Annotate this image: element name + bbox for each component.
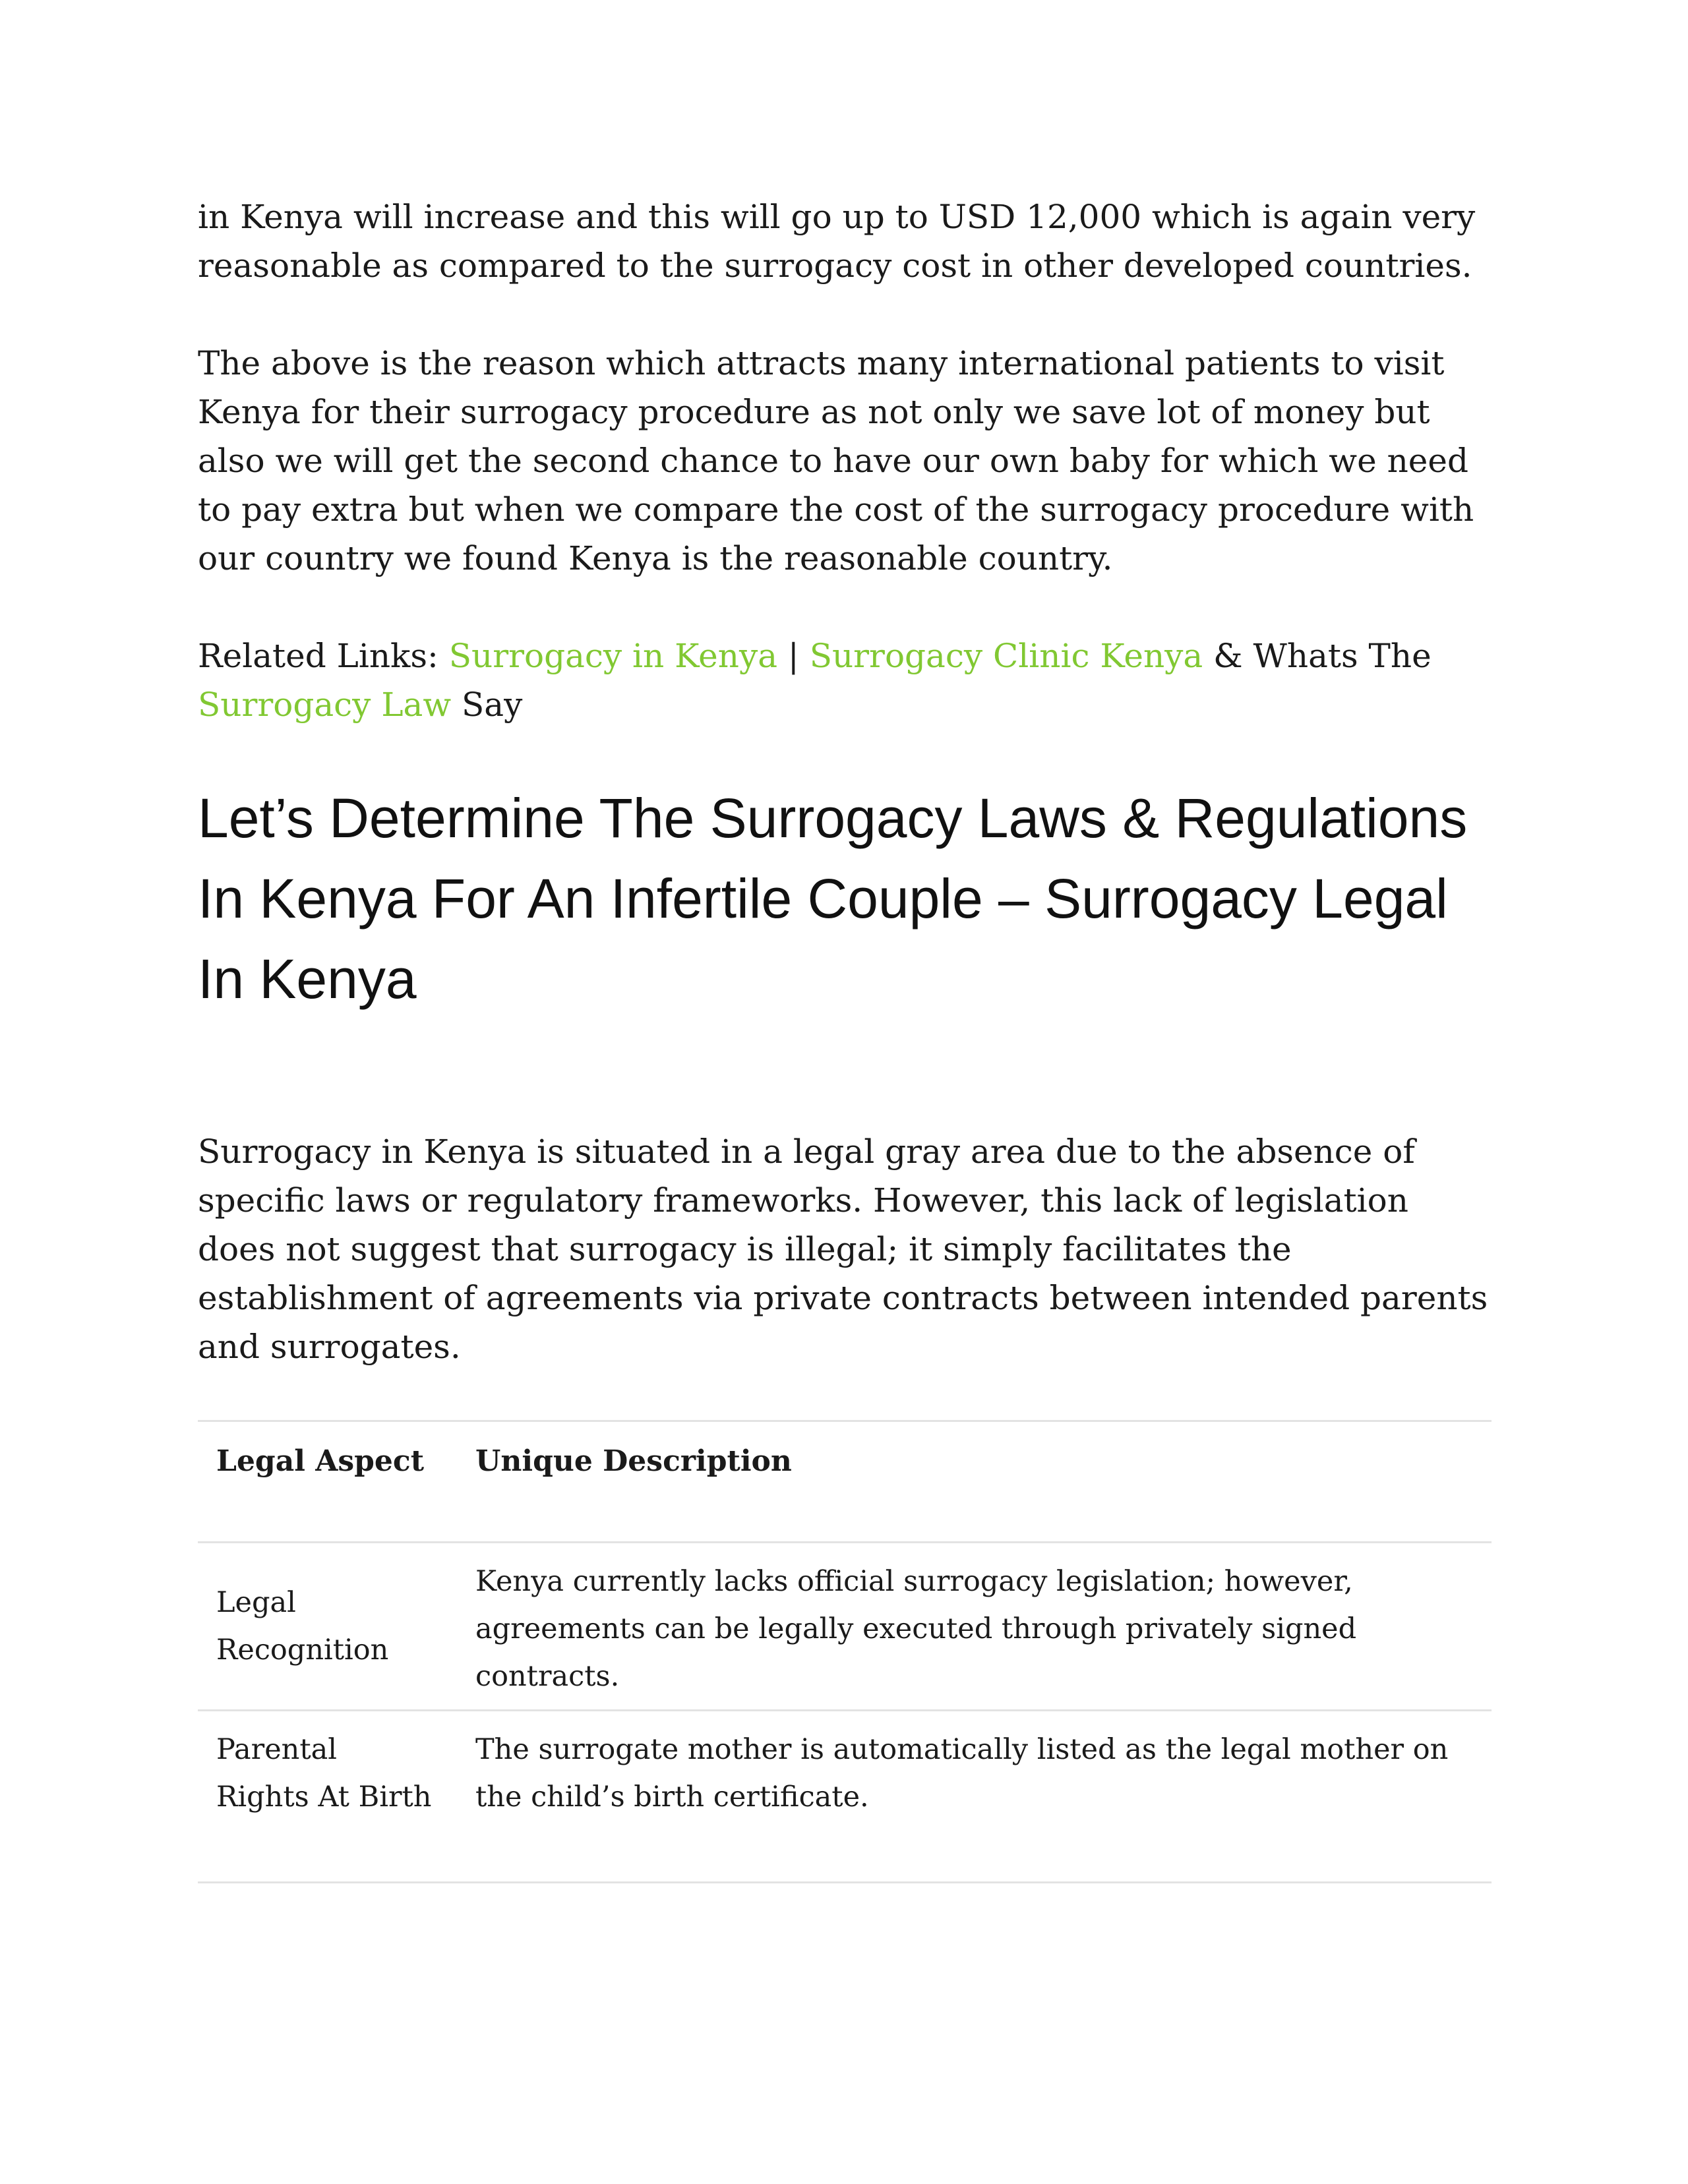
related-links	[198, 632, 1490, 729]
surrogacy-law-link[interactable]: Surrogacy Law	[198, 686, 452, 724]
table-row	[198, 1711, 1492, 1883]
related-suffix: Say	[462, 686, 523, 724]
legal-status-paragraph: Surrogacy in Kenya is situated in a legal gray area due to the absence of specific laws or regulatory frameworks. However, this lack of legislation does not suggest that surrogacy is illegal; it simply facilitates the establishment of agreements via private contracts between intended parents and surrogates.	[198, 1133, 1488, 1366]
column-header-legal-aspect: Legal Aspect	[198, 1421, 457, 1543]
column-header-description: Unique Description	[457, 1421, 1492, 1543]
legal-aspects-table	[198, 1420, 1492, 1883]
table-header-row	[198, 1421, 1492, 1543]
description-cell: The surrogate mother is automatically listed as the legal mother on the child’s birth certificate.	[457, 1711, 1492, 1883]
related-links-label: Related Links:	[198, 637, 438, 675]
description-cell: Kenya currently lacks official surrogacy legislation; however, agreements can be legally executed through privately signed contracts.	[457, 1543, 1492, 1711]
legal-aspect-cell: Parental Rights At Birth	[198, 1711, 457, 1883]
surrogacy-in-kenya-link[interactable]: Surrogacy in Kenya	[448, 637, 778, 675]
surrogacy-clinic-kenya-link[interactable]: Surrogacy Clinic Kenya	[809, 637, 1203, 675]
legal-aspect-cell: Legal Recognition	[198, 1543, 457, 1711]
cost-paragraph: in Kenya will increase and this will go up to USD 12,000 which is again very reasonable as compared to the surrogacy cost in other developed countries.	[198, 198, 1476, 285]
related-connector: & Whats The	[1213, 637, 1432, 675]
reason-paragraph: The above is the reason which attracts many international patients to visit Kenya for their surrogacy procedure as not only we save lot of money but also we will get the second chance to have our own baby for which we need to pay extra but when we compare the cost of the surrogacy procedure with our country we found Kenya is the reasonable country.	[198, 344, 1474, 577]
article-content	[198, 192, 1490, 1883]
table-row	[198, 1543, 1492, 1711]
section-heading: Let’s Determine The Surrogacy Laws & Regulations In Kenya For An Infertile Couple – Surrogacy Legal In Kenya	[198, 787, 1468, 1010]
link-separator: |	[787, 637, 799, 675]
